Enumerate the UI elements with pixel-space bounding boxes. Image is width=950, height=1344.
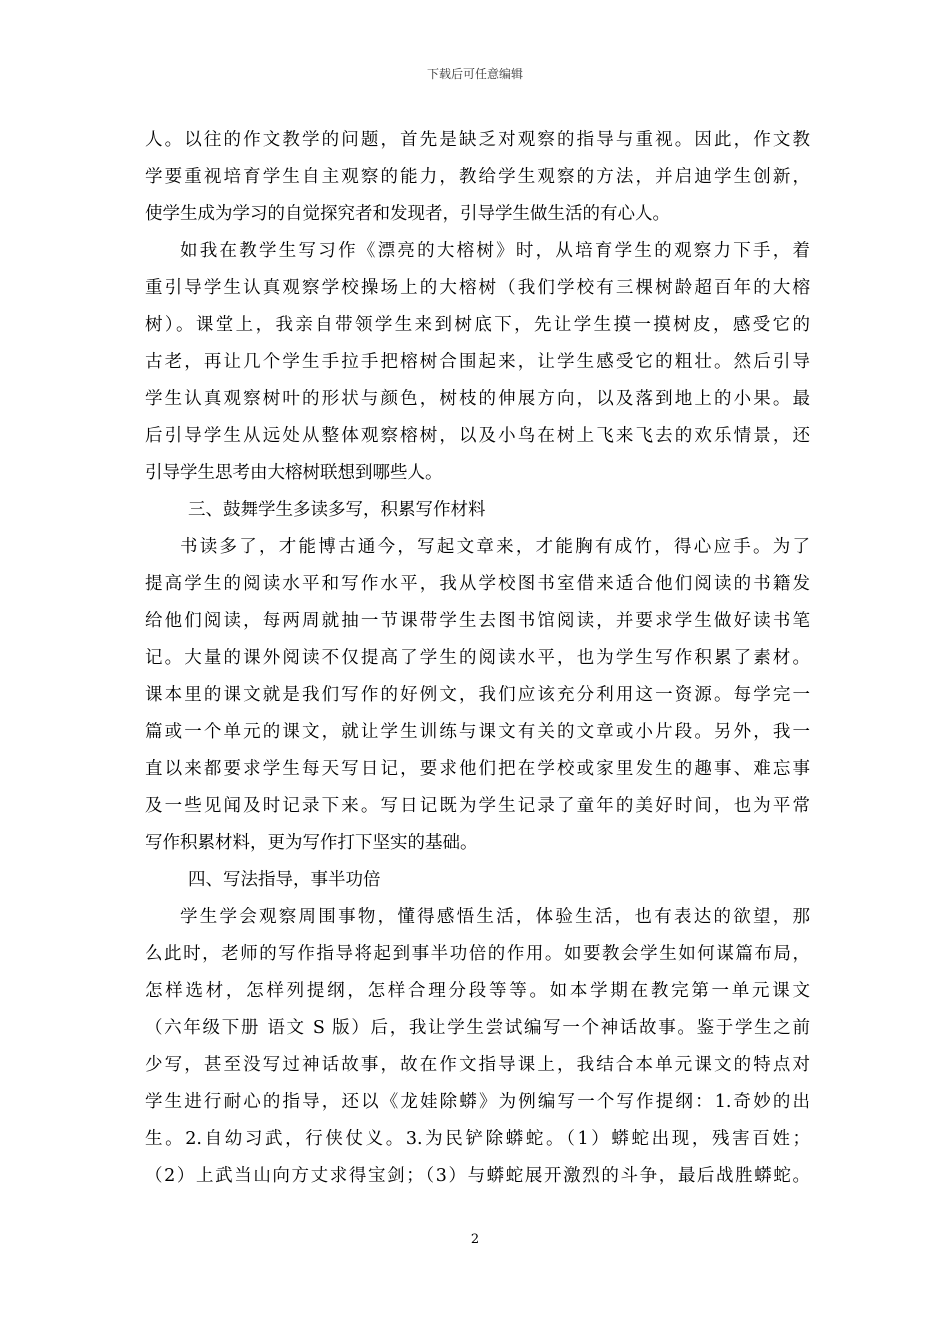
text-line: 使学生成为学习的自觉探究者和发现者，引导学生做生活的有心人。: [145, 204, 670, 224]
text-line: 生。2.自幼习武，行侠仗义。3.为民铲除蟒蛇。（1）蟒蛇出现，残害百姓；: [145, 1129, 810, 1149]
text-line: 古老，再让几个学生手拉手把榕树合围起来，让学生感受它的粗壮。然后引导: [145, 352, 810, 372]
text-line: 少写，甚至没写过神话故事，故在作文指导课上，我结合本单元课文的特点对: [145, 1055, 810, 1075]
text-line: （六年级下册 语文 S 版）后，我让学生尝试编写一个神话故事。鉴于学生之前: [145, 1018, 810, 1038]
text-line: 课本里的课文就是我们写作的好例文，我们应该充分利用这一资源。每学完一: [145, 685, 810, 705]
text-line: 人。以往的作文教学的问题，首先是缺乏对观察的指导与重视。因此，作文教: [145, 130, 810, 150]
text-line: （2）上武当山向方丈求得宝剑；（3）与蟒蛇展开激烈的斗争，最后战胜蟒蛇。: [145, 1166, 810, 1186]
paragraph-first-line: 如我在教学生写习作《漂亮的大榕树》时，从培育学生的观察力下手，着: [180, 241, 810, 261]
paragraph-first-line: 学生学会观察周围事物，懂得感悟生活，体验生活，也有表达的欲望，那: [180, 907, 810, 927]
text-line: 重引导学生认真观察学校操场上的大榕树（我们学校有三棵树龄超百年的大榕: [145, 278, 810, 298]
text-line: 及一些见闻及时记录下来。写日记既为学生记录了童年的美好时间，也为平常: [145, 796, 810, 816]
text-line: 给他们阅读，每两周就抽一节课带学生去图书馆阅读，并要求学生做好读书笔: [145, 611, 810, 631]
document-body: [145, 122, 810, 1195]
text-line: 树）。课堂上，我亲自带领学生来到树底下，先让学生摸一摸树皮，感受它的: [145, 315, 810, 335]
section-heading-3: 三、鼓舞学生多读多写，积累写作材料: [188, 500, 486, 520]
text-line: 后引导学生从远处从整体观察榕树，以及小鸟在树上飞来飞去的欢乐情景，还: [145, 426, 810, 446]
text-line: 学生认真观察树叶的形状与颜色，树枝的伸展方向，以及落到地上的小果。最: [145, 389, 810, 409]
text-line: 学要重视培育学生自主观察的能力，教给学生观察的方法，并启迪学生创新，: [145, 167, 810, 187]
paragraph-first-line: 书读多了，才能博古通今，写起文章来，才能胸有成竹，得心应手。为了: [180, 537, 810, 557]
text-line: 写作积累材料，更为写作打下坚实的基础。: [145, 833, 478, 853]
page-header-note: 下载后可任意编辑: [426, 67, 523, 81]
text-line: 直以来都要求学生每天写日记，要求他们把在学校或家里发生的趣事、难忘事: [145, 759, 810, 779]
text-line: 篇或一个单元的课文，就让学生训练与课文有关的文章或小片段。另外，我一: [145, 722, 810, 742]
text-line: 引导学生思考由大榕树联想到哪些人。: [145, 463, 443, 483]
section-heading-4: 四、写法指导，事半功倍: [188, 870, 381, 890]
page-number: 2: [470, 1232, 480, 1247]
text-line: 么此时，老师的写作指导将起到事半功倍的作用。如要教会学生如何谋篇布局，: [145, 944, 810, 964]
text-line: 提高学生的阅读水平和写作水平，我从学校图书室借来适合他们阅读的书籍发: [145, 574, 810, 594]
text-line: 学生进行耐心的指导，还以《龙娃除蟒》为例编写一个写作提纲：1.奇妙的出: [145, 1092, 810, 1112]
text-line: 记。大量的课外阅读不仅提高了学生的阅读水平，也为学生写作积累了素材。: [145, 648, 810, 668]
text-line: 怎样选材，怎样列提纲，怎样合理分段等等。如本学期在教完第一单元课文: [145, 981, 810, 1001]
